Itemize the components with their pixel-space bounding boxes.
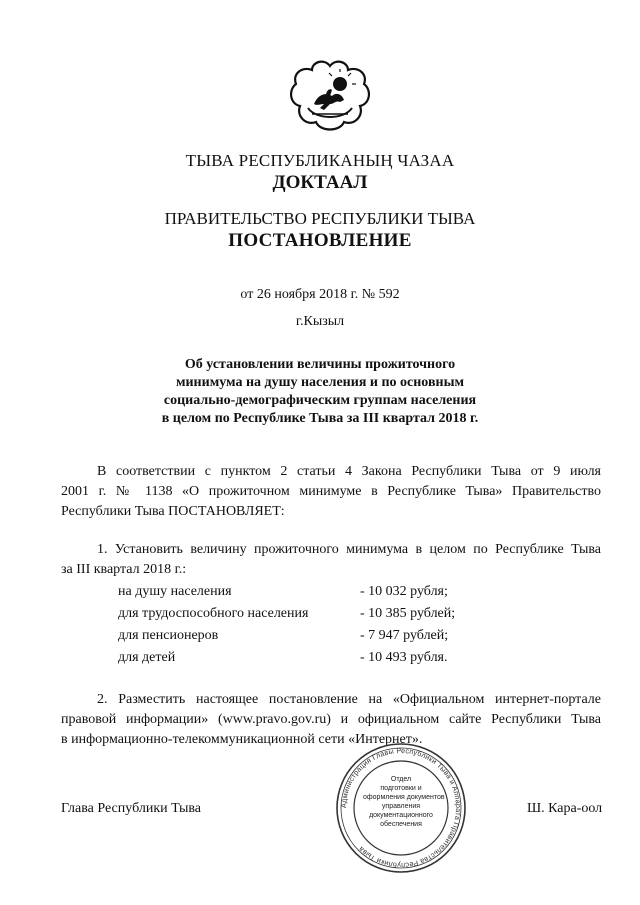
stamp-ring-text: Администрация Главы Республики Тыва и Аппарата Правительства Республики Тыва xyxy=(338,745,464,871)
title-line: в целом по Республике Тыва за III квартал 2018 г. xyxy=(161,411,479,426)
minimum-value: - 10 385 рублей; xyxy=(360,606,456,621)
minimum-group-label: для детей xyxy=(118,650,176,665)
document-city: г.Кызыл xyxy=(295,314,345,329)
minimum-value: - 10 032 рубля; xyxy=(360,584,448,599)
title-line: социально-демографическим группам населения xyxy=(163,393,477,408)
paragraph-line: В соответствии с пунктом 2 статьи 4 Закона Республики Тыва от 9 июля xyxy=(97,464,601,479)
signatory-name: Ш. Кара-оол xyxy=(527,801,603,816)
minimum-group-label: для пенсионеров xyxy=(118,628,219,643)
coat-of-arms-emblem xyxy=(290,60,370,136)
paragraph-line: 1. Установить величину прожиточного минимума в целом по Республике Тыва xyxy=(97,542,601,557)
signatory-position: Глава Республики Тыва xyxy=(61,801,202,816)
minimum-group-label: на душу населения xyxy=(118,584,232,599)
title-line: минимума на душу населения и по основным xyxy=(175,375,465,390)
stamp-line: оформления документов xyxy=(363,794,445,801)
minimum-value: - 7 947 рублей; xyxy=(360,628,449,643)
stamp-line: документационного xyxy=(369,812,433,819)
document-type: ПОСТАНОВЛЕНИЕ xyxy=(228,230,412,251)
stamp-line: обеспечения xyxy=(380,821,422,828)
document-date-number: от 26 ноября 2018 г. № 592 xyxy=(240,287,400,302)
government-title: ПРАВИТЕЛЬСТВО РЕСПУБЛИКИ ТЫВА xyxy=(164,209,476,228)
item-1-paragraph xyxy=(61,540,601,580)
stamp-line: подготовки и xyxy=(380,785,422,792)
paragraph-line: 2001 г. № 1138 «О прожиточном минимуме в Республике Тыва» Правительство xyxy=(61,484,601,499)
paragraph-line: 2. Разместить настоящее постановление на «Официальном интернет-портале xyxy=(97,692,601,707)
resolution-title xyxy=(0,356,640,428)
minimum-group-label: для трудоспособного населения xyxy=(118,606,309,621)
item-2-paragraph xyxy=(61,690,601,750)
tyva-government-title: ТЫВА РЕСПУБЛИКАНЫҢ ЧАЗАА xyxy=(185,151,455,170)
stamp-line: Отдел xyxy=(390,776,412,783)
minimum-value: - 10 493 рубля. xyxy=(360,650,448,665)
stamp-center-text xyxy=(363,775,445,829)
stamp-line: управления xyxy=(381,803,421,810)
paragraph-line: в информационно-телекоммуникационной сети «Интернет». xyxy=(61,732,423,747)
paragraph-line: за III квартал 2018 г.: xyxy=(61,562,187,577)
title-line: Об установлении величины прожиточного xyxy=(184,357,456,372)
paragraph-line: Республики Тыва ПОСТАНОВЛЯЕТ: xyxy=(61,504,285,519)
tyva-document-type: ДОКТААЛ xyxy=(272,172,368,193)
preamble-paragraph xyxy=(61,462,601,522)
paragraph-line: правовой информации» (www.pravo.gov.ru) и официальном сайте Республики Тыва xyxy=(61,712,601,727)
